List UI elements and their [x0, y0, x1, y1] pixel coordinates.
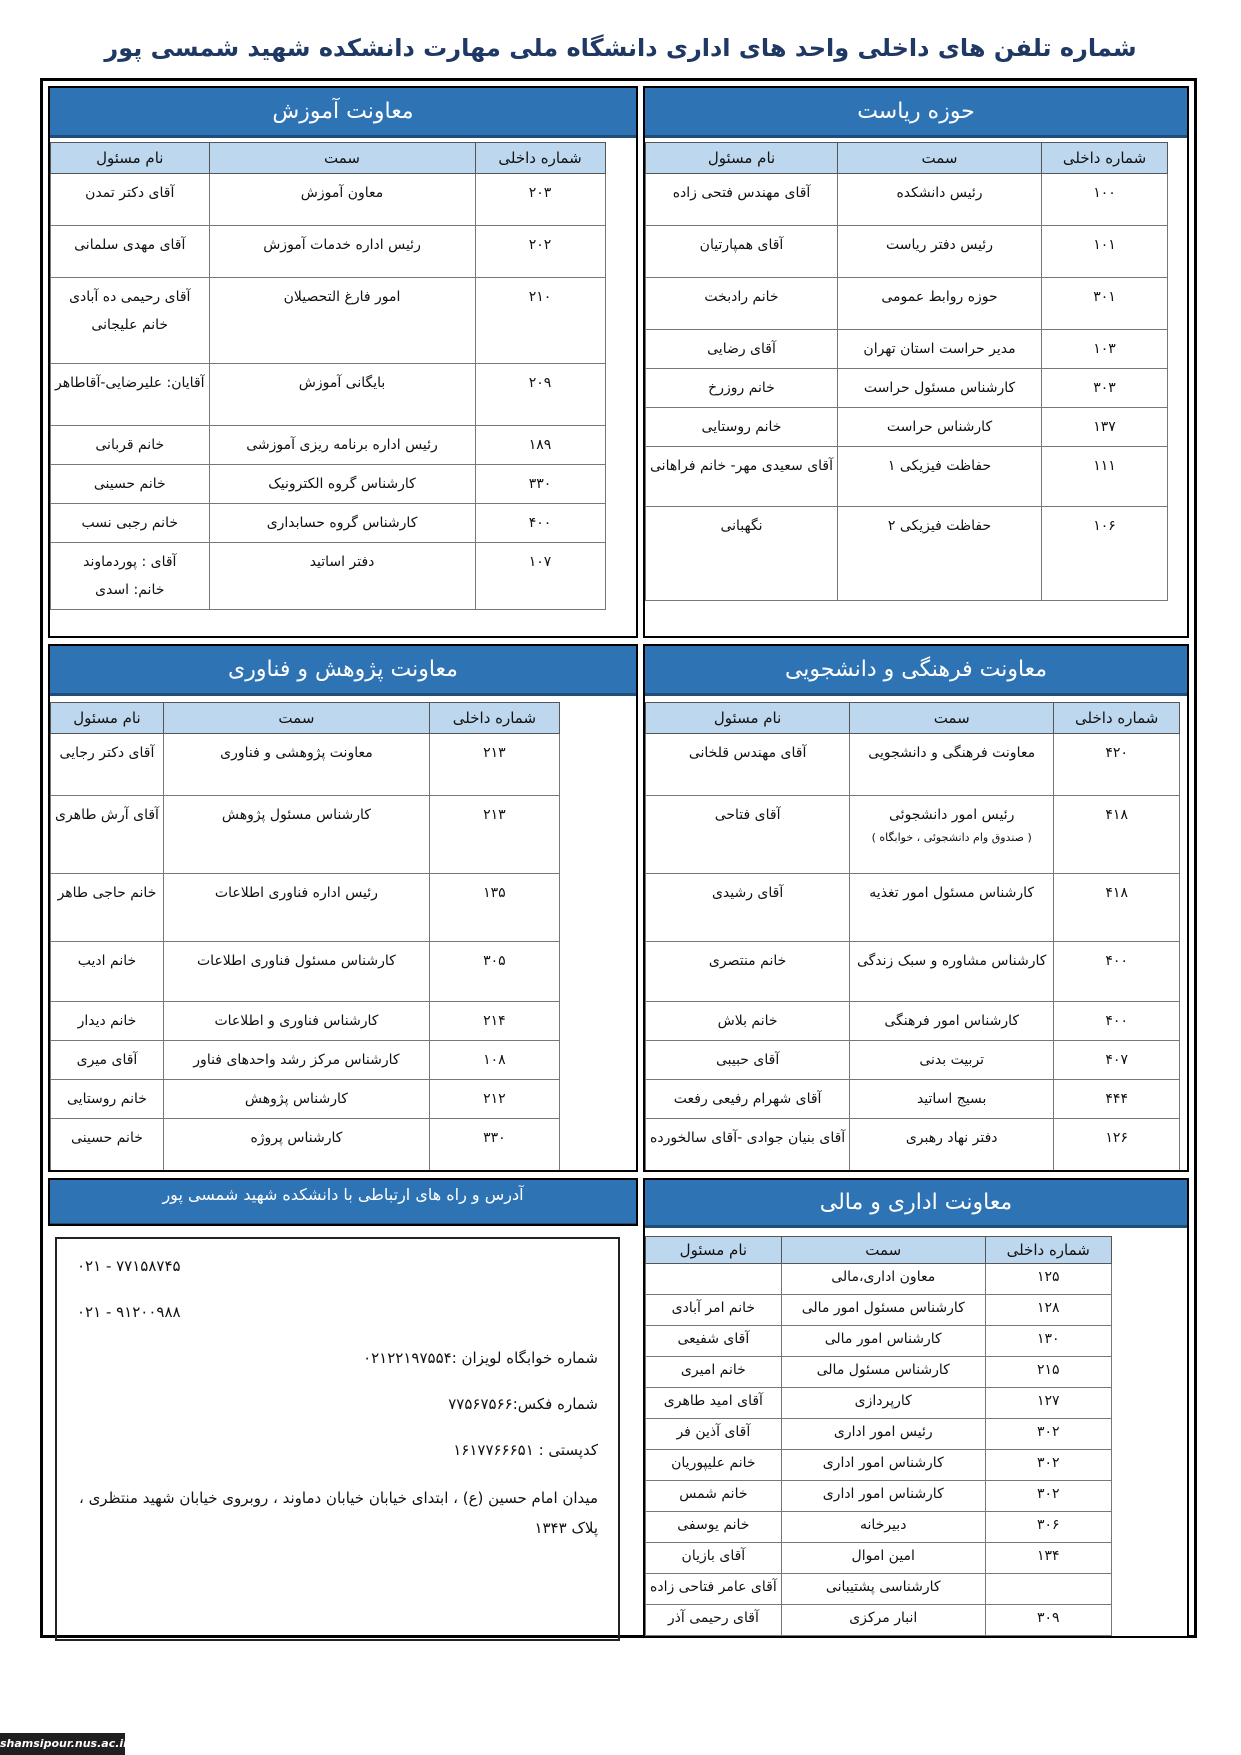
education-section	[48, 86, 638, 638]
education-table	[50, 142, 606, 610]
table-row: ۲۰۲ رئیس اداره خدمات آموزش آقای مهدی سلمانی	[51, 226, 606, 278]
admin-title: معاونت اداری و مالی	[645, 1180, 1187, 1228]
table-row: ۱۲۷ کارپردازی آقای امید طاهری	[646, 1388, 1112, 1419]
page-title: شماره تلفن های داخلی واحد های اداری دانشگاه ملی مهارت دانشکده شهید شمسی پور	[104, 34, 1137, 62]
table-row: ۳۰۶ دبیرخانه خانم یوسفی	[646, 1512, 1112, 1543]
col-header-name: نام مسئول	[646, 1237, 782, 1264]
table-row: ۳۰۲ کارشناس امور اداری خانم علیپوریان	[646, 1450, 1112, 1481]
fax-number: شماره فکس:۷۷۵۶۷۵۶۶	[448, 1395, 598, 1413]
address-box	[55, 1237, 620, 1641]
col-header-position: سمت	[850, 703, 1054, 734]
table-row: ۳۰۵ کارشناس مسئول فناوری اطلاعات خانم ادیب	[51, 942, 560, 1002]
table-row: ۲۱۳ کارشناس مسئول پژوهش آقای آرش طاهری	[51, 796, 560, 874]
table-row: ۱۳۷ کارشناس حراست خانم روستایی	[646, 408, 1168, 447]
culture-section	[643, 644, 1189, 1172]
col-header-ext: شماره داخلی	[1054, 703, 1180, 734]
table-row: کارشناسی پشتیبانی آقای عامر فتاحی زاده	[646, 1574, 1112, 1605]
table-row: ۱۲۸ کارشناس مسئول امور مالی خانم امر آبادی	[646, 1295, 1112, 1326]
table-row: ۱۰۳ مدیر حراست استان تهران آقای رضایی	[646, 330, 1168, 369]
table-row: ۱۲۶ دفتر نهاد رهبری آقای بنیان جوادی -آقای سالخورده	[646, 1119, 1180, 1173]
research-title: معاونت پژوهش و فناوری	[50, 646, 636, 696]
table-row: ۱۰۸ کارشناس مرکز رشد واحدهای فناور آقای میری	[51, 1041, 560, 1080]
table-row: ۴۰۰ کارشناس گروه حسابداری خانم رجبی نسب	[51, 504, 606, 543]
table-row: ۴۴۴ بسیج اساتید آقای شهرام رفیعی رفعت	[646, 1080, 1180, 1119]
table-row: ۴۰۷ تربیت بدنی آقای حبیبی	[646, 1041, 1180, 1080]
table-row: ۴۰۰ کارشناس مشاوره و سبک زندگی خانم منتصری	[646, 942, 1180, 1002]
table-row: ۲۱۰ امور فارغ التحصیلان آقای رحیمی ده آبادی خانم علیجانی	[51, 278, 606, 364]
table-row: ۲۰۳ معاون آموزش آقای دکتر تمدن	[51, 174, 606, 226]
table-row: ۱۰۷ دفتر اساتید آقای : پوردماوند خانم: اسدی	[51, 543, 606, 610]
table-row: ۴۱۸ کارشناس مسئول امور تغذیه آقای رشیدی	[646, 874, 1180, 942]
col-header-ext: شماره داخلی	[1042, 143, 1168, 174]
table-row: ۳۰۲ رئیس امور اداری آقای آذین فر	[646, 1419, 1112, 1450]
col-header-ext: شماره داخلی	[475, 143, 605, 174]
postal-code: کدپستی : ۱۶۱۷۷۶۶۶۵۱	[453, 1441, 598, 1459]
table-row: ۴۲۰ معاونت فرهنگی و دانشجویی آقای مهندس قلخانی	[646, 734, 1180, 796]
table-row: ۴۰۰ کارشناس امور فرهنگی خانم بلاش	[646, 1002, 1180, 1041]
table-row: ۳۳۰ کارشناس گروه الکترونیک خانم حسینی	[51, 465, 606, 504]
culture-table	[645, 702, 1180, 1172]
col-header-position: سمت	[838, 143, 1042, 174]
admin-section	[643, 1178, 1189, 1638]
col-header-position: سمت	[209, 143, 475, 174]
street-address: میدان امام حسین (ع) ، ابتدای خیابان خیابان دماوند ، روبروی خیابان شهید منتظری ، پلاک ۱۳۴۳	[78, 1489, 598, 1537]
table-row: ۱۰۱ رئیس دفتر ریاست آقای همپارتیان	[646, 226, 1168, 278]
presidency-table	[645, 142, 1168, 601]
phone-1: ۰۲۱ - ۷۷۱۵۸۷۴۵	[77, 1257, 181, 1275]
table-row: ۲۱۴ کارشناس فناوری و اطلاعات خانم دیدار	[51, 1002, 560, 1041]
col-header-name: نام مسئول	[51, 143, 210, 174]
address-section	[48, 1178, 638, 1226]
col-header-position: سمت	[163, 703, 429, 734]
table-row: ۳۰۱ حوزه روابط عمومی خانم رادبخت	[646, 278, 1168, 330]
table-row: ۱۰۶ حفاظت فیزیکی ۲ نگهبانی	[646, 507, 1168, 601]
table-row: ۱۲۵ معاون اداری،مالی	[646, 1264, 1112, 1295]
culture-title: معاونت فرهنگی و دانشجویی	[645, 646, 1187, 696]
table-row: ۱۳۰ کارشناس امور مالی آقای شفیعی	[646, 1326, 1112, 1357]
table-row: ۱۳۵ رئیس اداره فناوری اطلاعات خانم حاجی طاهر	[51, 874, 560, 942]
table-row: ۳۰۹ انبار مرکزی آقای رحیمی آذر	[646, 1605, 1112, 1636]
table-row: ۳۰۲ کارشناس امور اداری خانم شمس	[646, 1481, 1112, 1512]
education-title: معاونت آموزش	[50, 88, 636, 138]
col-header-ext: شماره داخلی	[985, 1237, 1111, 1264]
col-header-name: نام مسئول	[51, 703, 164, 734]
table-row: ۳۰۳ کارشناس مسئول حراست خانم روزرخ	[646, 369, 1168, 408]
table-row: ۱۸۹ رئیس اداره برنامه ریزی آموزشی خانم قربانی	[51, 426, 606, 465]
footer-url: shamsipour.nus.ac.ir	[0, 1733, 125, 1755]
col-header-position: سمت	[781, 1237, 985, 1264]
research-table	[50, 702, 560, 1172]
admin-table	[645, 1236, 1112, 1636]
table-row: ۱۱۱ حفاظت فیزیکی ۱ آقای سعیدی مهر- خانم فراهانی	[646, 447, 1168, 507]
presidency-title: حوزه ریاست	[645, 88, 1187, 138]
address-title: آدرس و راه های ارتباطی با دانشکده شهید شمسی پور	[50, 1180, 636, 1226]
table-row: ۳۳۰ کارشناس پروژه خانم حسینی	[51, 1119, 560, 1173]
table-row: ۲۱۳ معاونت پژوهشی و فناوری آقای دکتر رجایی	[51, 734, 560, 796]
presidency-section	[643, 86, 1189, 638]
col-header-name: نام مسئول	[646, 703, 850, 734]
research-section	[48, 644, 638, 1172]
col-header-name: نام مسئول	[646, 143, 838, 174]
phone-2: ۰۲۱ - ۹۱۲۰۰۹۸۸	[77, 1303, 181, 1321]
table-row: ۱۰۰ رئیس دانشکده آقای مهندس فتحی زاده	[646, 174, 1168, 226]
table-row: ۲۱۵ کارشناس مسئول مالی خانم امیری	[646, 1357, 1112, 1388]
table-row: ۲۱۲ کارشناس پژوهش خانم روستایی	[51, 1080, 560, 1119]
dorm-phone: شماره خوابگاه لویزان :۰۲۱۲۲۱۹۷۵۵۴	[363, 1349, 598, 1367]
col-header-ext: شماره داخلی	[429, 703, 559, 734]
table-row: ۴۱۸ رئیس امور دانشجوئی ( صندوق وام دانشجوئی ، خوابگاه ) آقای فتاحی	[646, 796, 1180, 874]
table-row: ۲۰۹ بایگانی آموزش آقایان: علیرضایی-آقاطاهر	[51, 364, 606, 426]
table-row: ۱۳۴ امین اموال آقای بازیان	[646, 1543, 1112, 1574]
